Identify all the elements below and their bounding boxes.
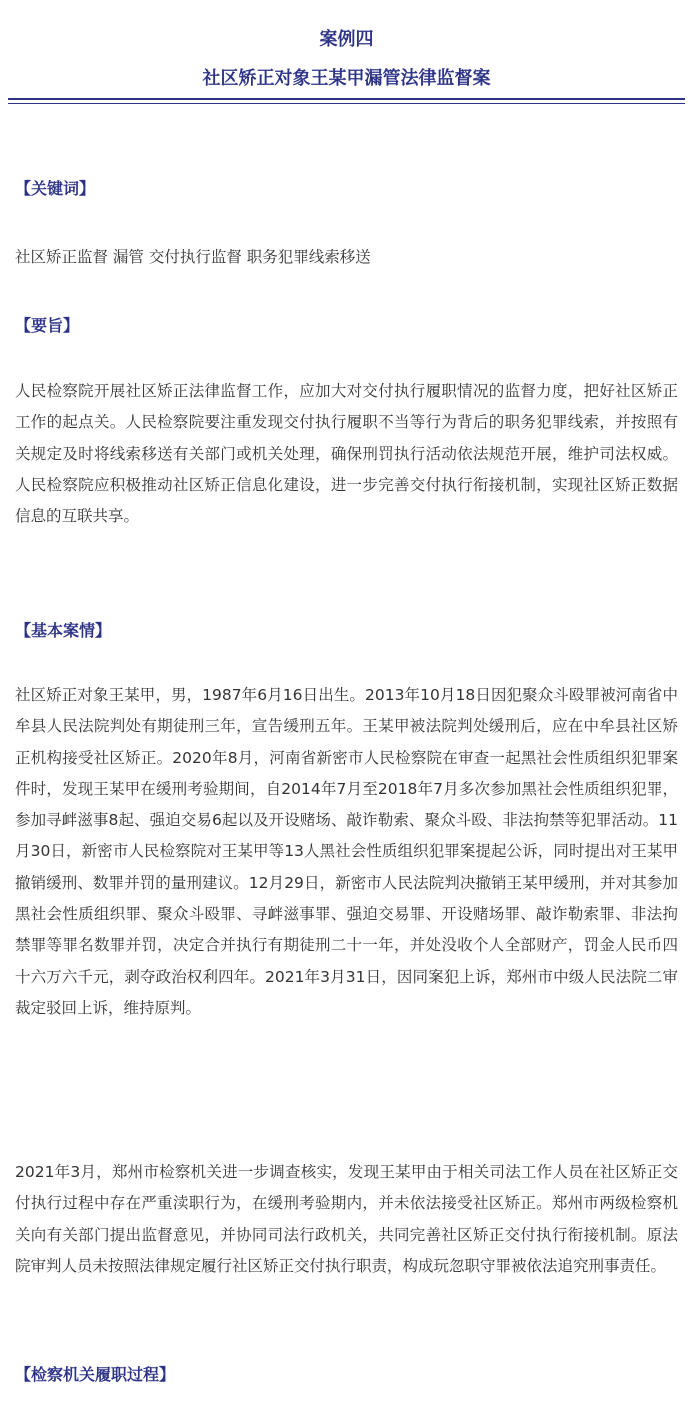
process-heading: 【检察机关履职过程】 [15,1365,176,1384]
facts-heading: 【基本案情】 [15,621,112,640]
keywords-text: 社区矫正监督 漏管 交付执行监督 职务犯罪线索移送 [15,248,371,266]
keywords-heading: 【关键词】 [15,179,96,198]
summary-heading: 【要旨】 [15,316,80,335]
facts-paragraph-2: 2021年3月，郑州市检察机关进一步调查核实，发现王某甲由于相关司法工作人员在社区矫正交付执行过程中存在严重渎职行为，在缓刑考验期内，并未依法接受社区矫正。郑州市两级检察机关向有关部门提出监督意见，并协同司法行政机关，共同完善社区矫正交付执行衔接机制。原法院审判人员未按照法律规定履行社区矫正交付执行职责，构成玩忽职守罪被依法追究刑事责任。 [15,1163,678,1275]
facts-paragraph-1: 社区矫正对象王某甲，男，1987年6月16日出生。2013年10月18日因犯聚众斗殴罪被河南省中牟县人民法院判处有期徒刑三年，宣告缓刑五年。王某甲被法院判处缓刑后，应在中牟县社区矫正机构接受社区矫正。2020年8月，河南省新密市人民检察院在审查一起黑社会性质组织犯罪案件时，发现王某甲在缓刑考验期间，自2014年7月至2018年7月多次参加黑社会性质组织犯罪，参加寻衅滋事8起、强迫交易6起以及开设赌场、敲诈勒索、聚众斗殴、非法拘禁等犯罪活动。11月30日，新密市人民检察院对王某甲等13人黑社会性质组织犯罪案提起公诉，同时提出对王某甲撤销缓刑、数罪并罚的量刑建议。12月29日，新密市人民法院判决撤销王某甲缓刑，并对其参加黑社会性质组织罪、聚众斗殴罪、寻衅滋事罪、强迫交易罪、开设赌场罪、敲诈勒索罪、非法拘禁罪等罪名数罪并罚，决定合并执行有期徒刑二十一年，并处没收个人全部财产，罚金人民币四十六万六千元，剥夺政治权利四年。2021年3月31日，因同案犯上诉，郑州市中级人民法院二审裁定驳回上诉，维持原判。 [15,686,678,1017]
title-divider-thick [8,98,685,100]
case-title: 社区矫正对象王某甲漏管法律监督案 [202,68,491,89]
title-divider-thin [8,103,685,104]
case-number: 案例四 [319,29,374,50]
summary-paragraph: 人民检察院开展社区矫正法律监督工作，应加大对交付执行履职情况的监督力度，把好社区矫正工作的起点关。人民检察院要注重发现交付执行履职不当等行为背后的职务犯罪线索，并按照有关规定及时将线索移送有关部门或机关处理，确保刑罚执行活动依法规范开展，维护司法权威。人民检察院应积极推动社区矫正信息化建设，进一步完善交付执行衔接机制，实现社区矫正数据信息的互联共享。 [15,382,678,526]
article-header [0,0,693,110]
